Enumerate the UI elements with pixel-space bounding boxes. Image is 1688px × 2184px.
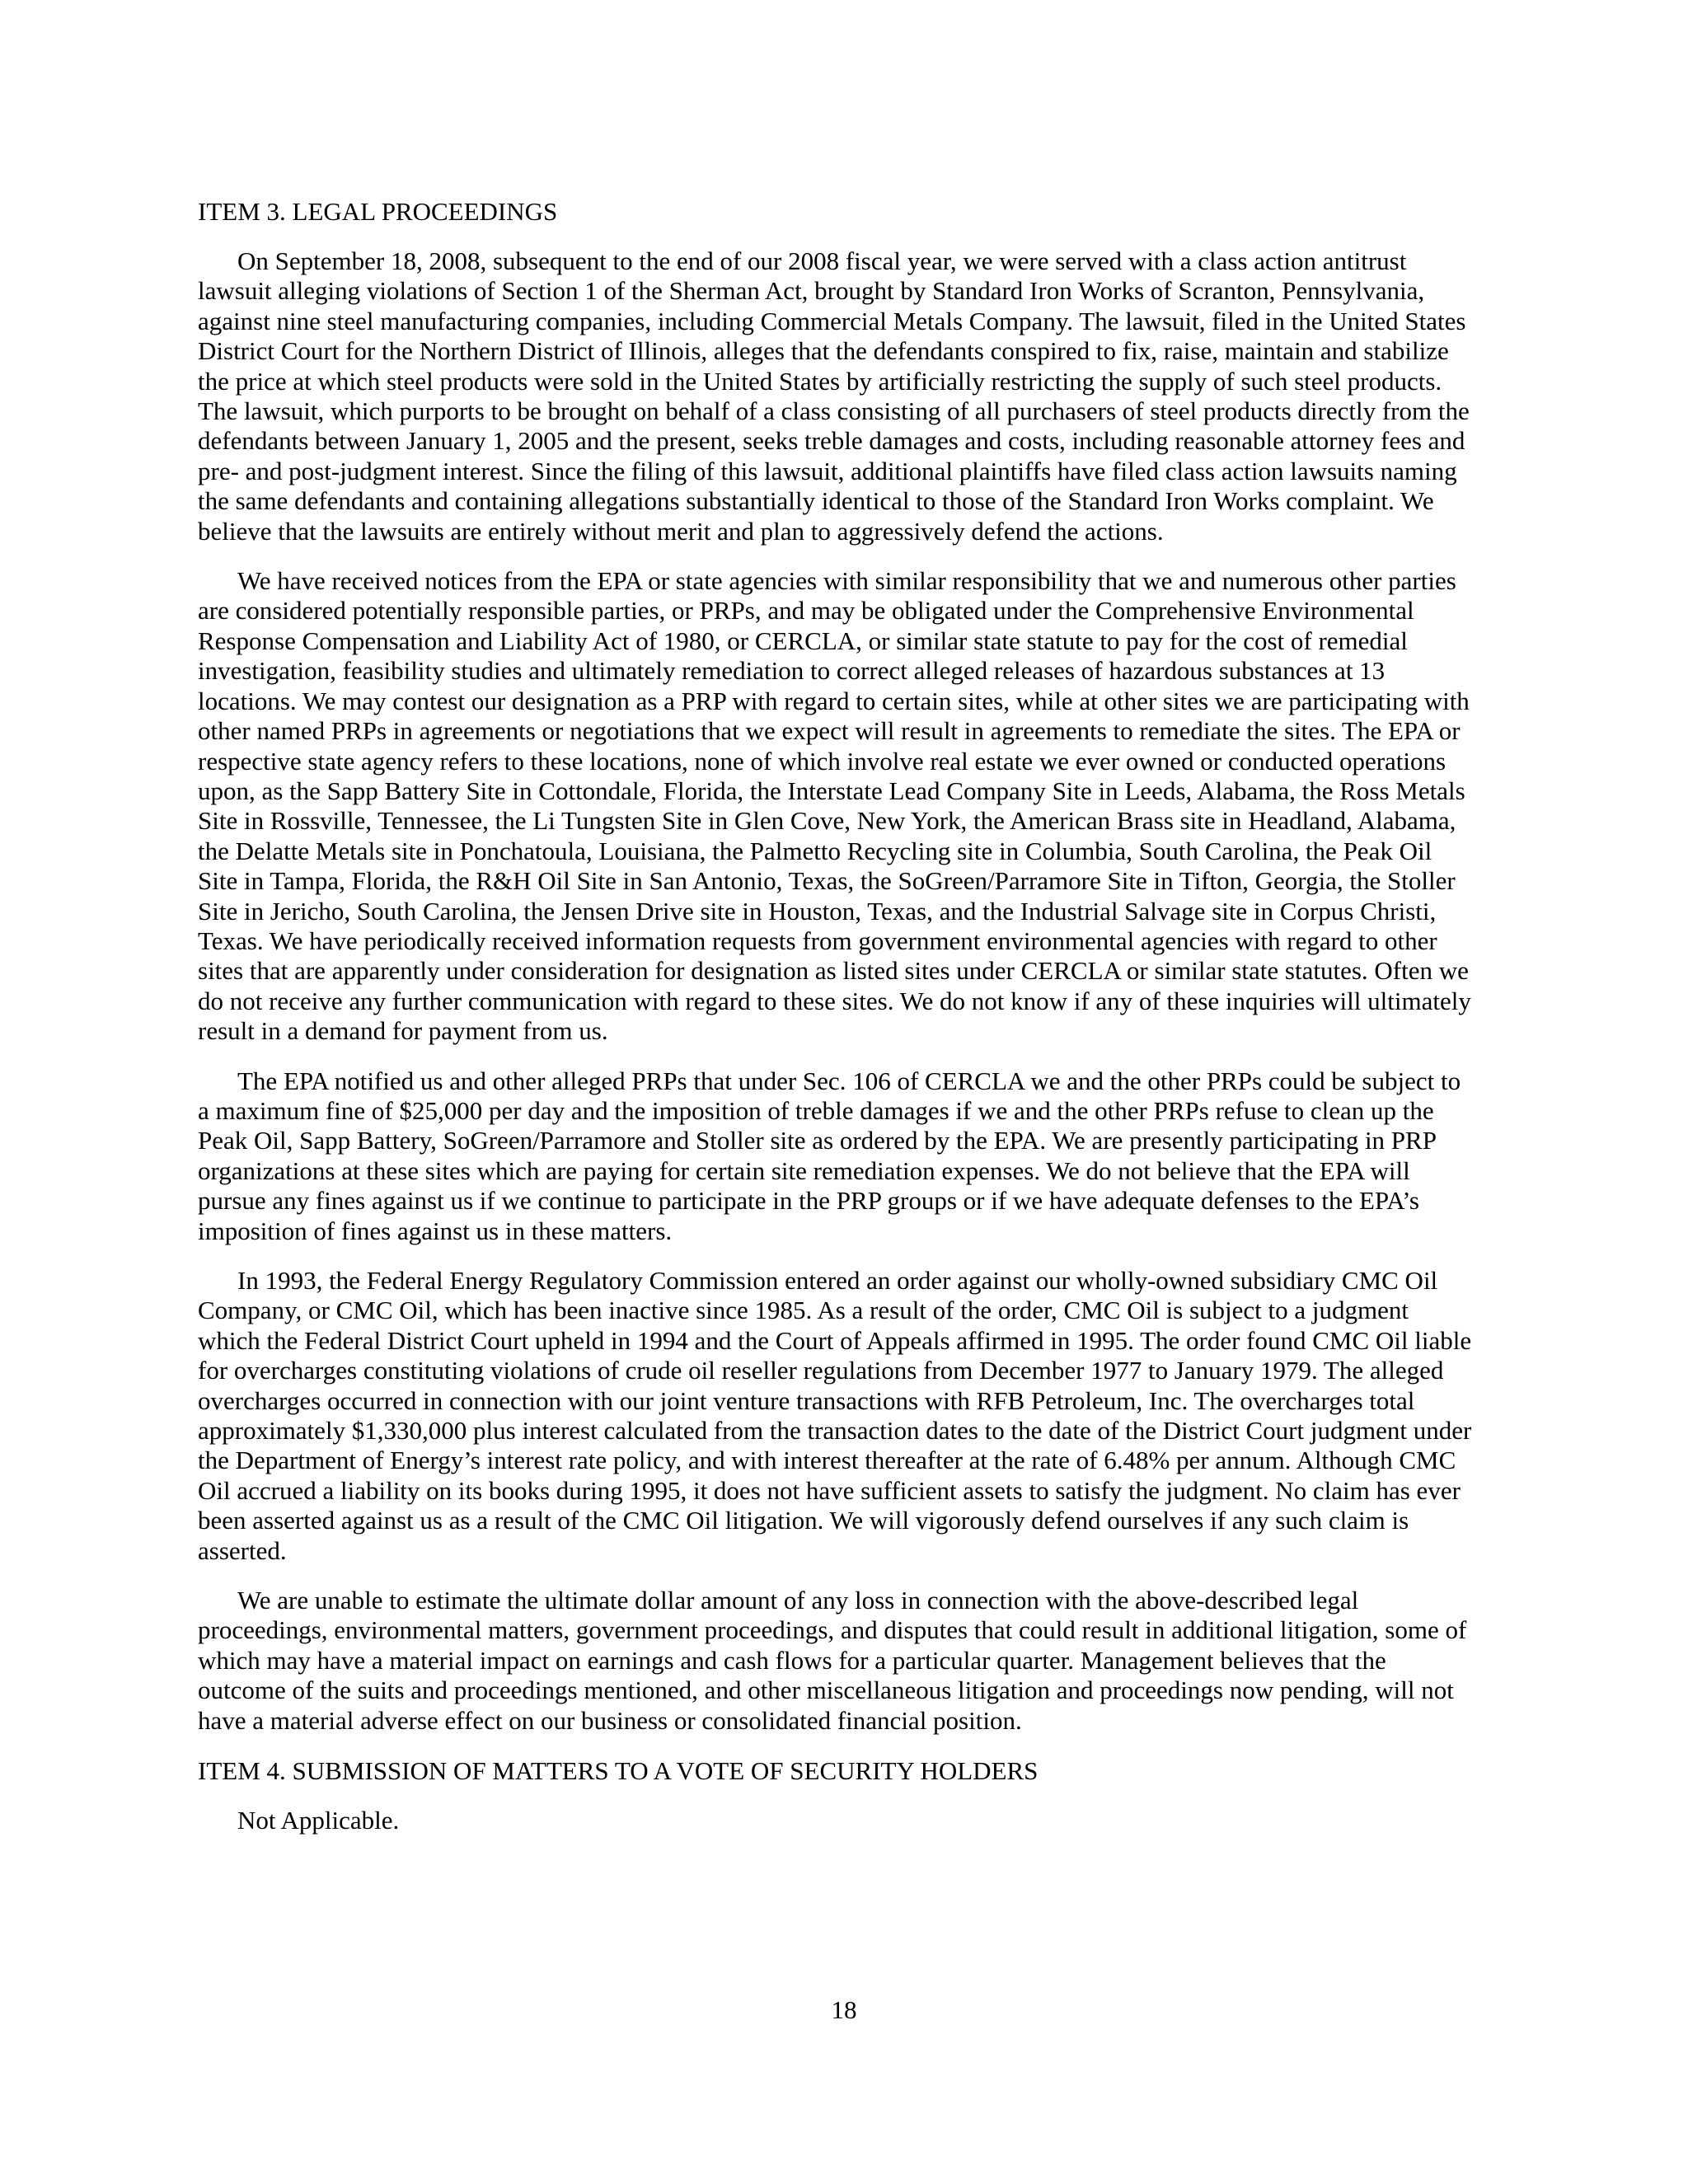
paragraph-loss-estimate: We are unable to estimate the ultimate dollar amount of any loss in connection with the above-described legal proceedings, environmental matters, government proceedings, and disputes that could result in additional litigation, some of which may have a material impact on earnings and cash flows for a particular quarter. Management believes that the outcome of the suits and proceedings mentioned, and other miscellaneous litigation and proceedings now pending, will not have a material adverse effect on our business or consolidated financial position. bbox=[198, 1586, 1467, 1735]
item4-body: Not Applicable. bbox=[237, 1806, 400, 1835]
paragraph-epa-fines: The EPA notified us and other alleged PRPs that under Sec. 106 of CERCLA we and the other PRPs could be subject to a maximum fine of $25,000 per day and the imposition of treble damages if we and the other PRPs refuse to clean up the Peak Oil, Sapp Battery, SoGreen/Parramore and Stoller site as ordered by the EPA. We are presently participating in PRP organizations at these sites which are paying for certain site remediation expenses. We do not believe that the EPA will pursue any fines against us if we continue to participate in the PRP groups or if we have adequate defenses to the EPA’s imposition of fines against us in these matters. bbox=[198, 1066, 1461, 1245]
paragraph-cmc-oil: In 1993, the Federal Energy Regulatory Commission entered an order against our wholly-owned subsidiary CMC Oil Company, or CMC Oil, which has been inactive since 1985. As a result of the order, CMC Oil is subject to a judgment which the Federal District Court upheld in 1994 and the Court of Appeals affirmed in 1995. The order found CMC Oil liable for overcharges constituting violations of crude oil reseller regulations from December 1977 to January 1979. The alleged overcharges occurred in connection with our joint venture transactions with RFB Petroleum, Inc. The overcharges total approximately $1,330,000 plus interest calculated from the transaction dates to the date of the District Court judgment under the Department of Energy’s interest rate policy, and with interest thereafter at the rate of 6.48% per annum. Although CMC Oil accrued a liability on its books during 1995, it does not have sufficient assets to satisfy the judgment. No claim has ever been asserted against us as a result of the CMC Oil litigation. We will vigorously defend ourselves if any such claim is asserted. bbox=[198, 1266, 1472, 1565]
item3-heading: ITEM 3. LEGAL PROCEEDINGS bbox=[198, 197, 558, 226]
page-number: 18 bbox=[831, 1995, 857, 2024]
document-page bbox=[198, 196, 1475, 1856]
item4-heading: ITEM 4. SUBMISSION OF MATTERS TO A VOTE OF SECURITY HOLDERS bbox=[198, 1756, 1039, 1786]
paragraph-class-action-lawsuit: On September 18, 2008, subsequent to the end of our 2008 fiscal year, we were served with a class action antitrust lawsuit alleging violations of Section 1 of the Sherman Act, brought by Standard Iron Works of Scranton, Pennsylvania, against nine steel manufacturing companies, including Commercial Metals Company. The lawsuit, filed in the United States District Court for the Northern District of Illinois, alleges that the defendants conspired to fix, raise, maintain and stabilize the price at which steel products were sold in the United States by artificially restricting the supply of such steel products. The lawsuit, which purports to be brought on behalf of a class consisting of all purchasers of steel products directly from the defendants between January 1, 2005 and the present, seeks treble damages and costs, including reasonable attorney fees and pre- and post-judgment interest. Since the filing of this lawsuit, additional plaintiffs have filed class action lawsuits naming the same defendants and containing allegations substantially identical to those of the Standard Iron Works complaint. We believe that the lawsuits are entirely without merit and plan to aggressively defend the actions. bbox=[198, 246, 1470, 546]
paragraph-epa-notices: We have received notices from the EPA or state agencies with similar responsibility that we and numerous other parties are considered potentially responsible parties, or PRPs, and may be obligated under the Comprehensive Environmental Response Compensation and Liability Act of 1980, or CERCLA, or similar state statute to pay for the cost of remedial investigation, feasibility studies and ultimately remediation to correct alleged releases of hazardous substances at 13 locations. We may contest our designation as a PRP with regard to certain sites, while at other sites we are participating with other named PRPs in agreements or negotiations that we expect will result in agreements to remediate the sites. The EPA or respective state agency refers to these locations, none of which involve real estate we ever owned or conducted operations upon, as the Sapp Battery Site in Cottondale, Florida, the Interstate Lead Company Site in Leeds, Alabama, the Ross Metals Site in Rossville, Tennessee, the Li Tungsten Site in Glen Cove, New York, the American Brass site in Headland, Alabama, the Delatte Metals site in Ponchatoula, Louisiana, the Palmetto Recycling site in Columbia, South Carolina, the Peak Oil Site in Tampa, Florida, the R&H Oil Site in San Antonio, Texas, the SoGreen/Parramore Site in Tifton, Georgia, the Stoller Site in Jericho, South Carolina, the Jensen Drive site in Houston, Texas, and the Industrial Salvage site in Corpus Christi, Texas. We have periodically received information requests from government environmental agencies with regard to other sites that are apparently under consideration for designation as listed sites under CERCLA or similar state statutes. Often we do not receive any further communication with regard to these sites. We do not know if any of these inquiries will ultimately result in a demand for payment from us. bbox=[198, 566, 1471, 1046]
